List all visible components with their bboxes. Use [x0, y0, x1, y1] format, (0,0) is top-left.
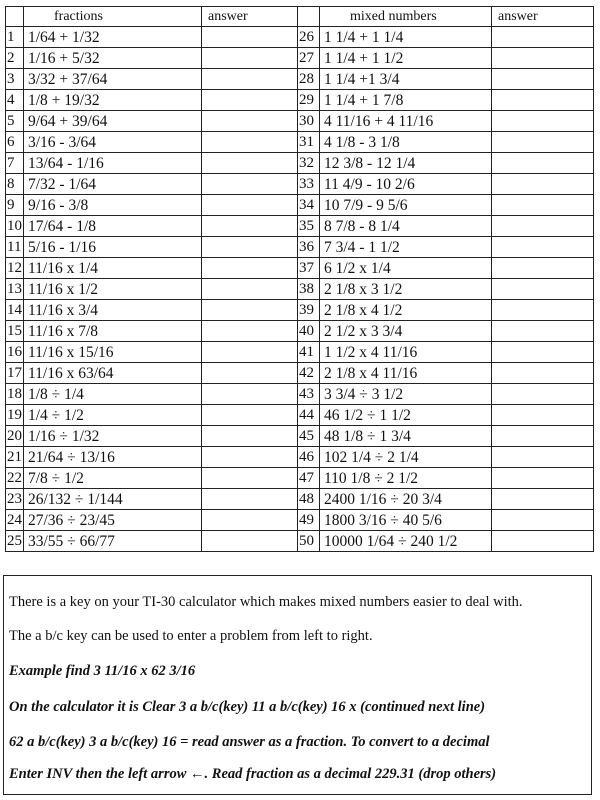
problem-number-left: 8: [6, 174, 24, 195]
header-answer-right: answer: [492, 7, 594, 27]
answer-cell-right[interactable]: [492, 342, 594, 363]
mixed-number-problem: 12 3/8 - 12 1/4: [320, 153, 492, 174]
fraction-problem: 1/16 ÷ 1/32: [24, 426, 202, 447]
table-row: [6, 237, 594, 258]
problem-number-left: 2: [6, 48, 24, 69]
fraction-problem: 11/16 x 1/4: [24, 258, 202, 279]
fraction-problem: 11/16 x 7/8: [24, 321, 202, 342]
table-row: [6, 27, 594, 48]
mixed-number-problem: 1 1/4 + 1 1/2: [320, 48, 492, 69]
header-answer-left: answer: [202, 7, 298, 27]
answer-cell-left[interactable]: [202, 195, 298, 216]
mixed-number-problem: 7 3/4 - 1 1/2: [320, 237, 492, 258]
problem-number-right: 26: [298, 27, 320, 48]
answer-cell-right[interactable]: [492, 132, 594, 153]
mixed-number-problem: 1 1/4 +1 3/4: [320, 69, 492, 90]
problem-number-left: 14: [6, 300, 24, 321]
worksheet-table: [5, 6, 594, 552]
answer-cell-right[interactable]: [492, 90, 594, 111]
problem-number-right: 42: [298, 363, 320, 384]
answer-cell-right[interactable]: [492, 384, 594, 405]
problem-number-left: 11: [6, 237, 24, 258]
answer-cell-left[interactable]: [202, 111, 298, 132]
table-row: [6, 195, 594, 216]
fraction-problem: 7/8 ÷ 1/2: [24, 468, 202, 489]
answer-cell-right[interactable]: [492, 468, 594, 489]
problem-number-right: 36: [298, 237, 320, 258]
mixed-number-problem: 2400 1/16 ÷ 20 3/4: [320, 489, 492, 510]
problem-number-left: 18: [6, 384, 24, 405]
fraction-problem: 11/16 x 3/4: [24, 300, 202, 321]
problem-number-right: 34: [298, 195, 320, 216]
fraction-problem: 7/32 - 1/64: [24, 174, 202, 195]
answer-cell-left[interactable]: [202, 216, 298, 237]
table-row: [6, 153, 594, 174]
fraction-problem: 13/64 - 1/16: [24, 153, 202, 174]
problem-number-left: 6: [6, 132, 24, 153]
answer-cell-left[interactable]: [202, 237, 298, 258]
table-row: [6, 342, 594, 363]
answer-cell-left[interactable]: [202, 531, 298, 552]
mixed-number-problem: 2 1/2 x 3 3/4: [320, 321, 492, 342]
answer-cell-left[interactable]: [202, 468, 298, 489]
answer-cell-right[interactable]: [492, 237, 594, 258]
mixed-number-problem: 1 1/4 + 1 7/8: [320, 90, 492, 111]
problem-number-left: 25: [6, 531, 24, 552]
note-line-5: 62 a b/c(key) 3 a b/c(key) 16 = read answer as a fraction. To convert to a decimal: [9, 734, 490, 750]
problem-number-right: 29: [298, 90, 320, 111]
fraction-problem: 1/8 ÷ 1/4: [24, 384, 202, 405]
table-row: [6, 258, 594, 279]
problem-number-left: 16: [6, 342, 24, 363]
problem-number-right: 38: [298, 279, 320, 300]
table-row: [6, 300, 594, 321]
answer-cell-left[interactable]: [202, 153, 298, 174]
problem-number-right: 32: [298, 153, 320, 174]
problem-number-right: 30: [298, 111, 320, 132]
problem-number-left: 7: [6, 153, 24, 174]
mixed-number-problem: 1800 3/16 ÷ 40 5/6: [320, 510, 492, 531]
problem-number-right: 39: [298, 300, 320, 321]
answer-cell-right[interactable]: [492, 363, 594, 384]
table-row: [6, 363, 594, 384]
header-number-right: [298, 7, 320, 27]
answer-cell-right[interactable]: [492, 321, 594, 342]
table-row: [6, 405, 594, 426]
answer-cell-left[interactable]: [202, 342, 298, 363]
answer-cell-left[interactable]: [202, 258, 298, 279]
problem-number-left: 21: [6, 447, 24, 468]
table-row: [6, 426, 594, 447]
problem-number-right: 44: [298, 405, 320, 426]
table-row: [6, 69, 594, 90]
table-row: [6, 531, 594, 552]
answer-cell-right[interactable]: [492, 489, 594, 510]
answer-cell-left[interactable]: [202, 447, 298, 468]
table-header-row: [6, 7, 594, 27]
problem-number-left: 12: [6, 258, 24, 279]
answer-cell-left[interactable]: [202, 384, 298, 405]
header-mixed-numbers: mixed numbers: [320, 7, 492, 27]
answer-cell-right[interactable]: [492, 447, 594, 468]
answer-cell-right[interactable]: [492, 426, 594, 447]
table-row: [6, 90, 594, 111]
fraction-problem: 9/16 - 3/8: [24, 195, 202, 216]
problem-number-right: 40: [298, 321, 320, 342]
problem-number-left: 19: [6, 405, 24, 426]
problem-number-left: 4: [6, 90, 24, 111]
problem-number-left: 24: [6, 510, 24, 531]
answer-cell-right[interactable]: [492, 405, 594, 426]
note-line-4: On the calculator it is Clear 3 a b/c(key) 11 a b/c(key) 16 x (continued next line): [9, 699, 486, 715]
fraction-problem: 17/64 - 1/8: [24, 216, 202, 237]
fraction-problem: 27/36 ÷ 23/45: [24, 510, 202, 531]
mixed-number-problem: 11 4/9 - 10 2/6: [320, 174, 492, 195]
table-row: [6, 468, 594, 489]
problem-number-left: 13: [6, 279, 24, 300]
problem-number-right: 41: [298, 342, 320, 363]
table-row: [6, 216, 594, 237]
problem-number-left: 17: [6, 363, 24, 384]
problem-number-right: 27: [298, 48, 320, 69]
header-number-left: [6, 7, 24, 27]
fraction-problem: 21/64 ÷ 13/16: [24, 447, 202, 468]
answer-cell-left[interactable]: [202, 48, 298, 69]
note-line-6: Enter INV then the left arrow ←. Read fraction as a decimal 229.31 (drop others): [9, 766, 497, 782]
answer-cell-right[interactable]: [492, 111, 594, 132]
answer-cell-left[interactable]: [202, 27, 298, 48]
problem-number-left: 15: [6, 321, 24, 342]
problem-number-right: 28: [298, 69, 320, 90]
problem-number-right: 45: [298, 426, 320, 447]
answer-cell-left[interactable]: [202, 279, 298, 300]
mixed-number-problem: 2 1/8 x 3 1/2: [320, 279, 492, 300]
note-line-2: The a b/c key can be used to enter a problem from left to right.: [9, 628, 373, 644]
answer-cell-right[interactable]: [492, 279, 594, 300]
table-row: [6, 384, 594, 405]
problem-number-left: 5: [6, 111, 24, 132]
fraction-problem: 1/64 + 1/32: [24, 27, 202, 48]
fraction-problem: 1/8 + 19/32: [24, 90, 202, 111]
problem-number-right: 31: [298, 132, 320, 153]
answer-cell-right[interactable]: [492, 195, 594, 216]
problem-number-right: 33: [298, 174, 320, 195]
answer-cell-left[interactable]: [202, 69, 298, 90]
note-line-1: There is a key on your TI-30 calculator which makes mixed numbers easier to deal with.: [9, 594, 523, 610]
mixed-number-problem: 10000 1/64 ÷ 240 1/2: [320, 531, 492, 552]
problem-number-left: 1: [6, 27, 24, 48]
answer-cell-left[interactable]: [202, 321, 298, 342]
problem-number-right: 49: [298, 510, 320, 531]
mixed-number-problem: 2 1/8 x 4 1/2: [320, 300, 492, 321]
mixed-number-problem: 3 3/4 ÷ 3 1/2: [320, 384, 492, 405]
problem-number-right: 47: [298, 468, 320, 489]
answer-cell-left[interactable]: [202, 405, 298, 426]
answer-cell-right[interactable]: [492, 531, 594, 552]
problem-number-left: 20: [6, 426, 24, 447]
answer-cell-left[interactable]: [202, 90, 298, 111]
problem-number-right: 35: [298, 216, 320, 237]
calculator-note-box: [3, 575, 592, 795]
table-row: [6, 132, 594, 153]
answer-cell-right[interactable]: [492, 174, 594, 195]
answer-cell-left[interactable]: [202, 363, 298, 384]
table-row: [6, 279, 594, 300]
fraction-problem: 26/132 ÷ 1/144: [24, 489, 202, 510]
problem-number-right: 50: [298, 531, 320, 552]
fraction-problem: 1/16 + 5/32: [24, 48, 202, 69]
answer-cell-right[interactable]: [492, 510, 594, 531]
mixed-number-problem: 46 1/2 ÷ 1 1/2: [320, 405, 492, 426]
answer-cell-right[interactable]: [492, 216, 594, 237]
mixed-number-problem: 2 1/8 x 4 11/16: [320, 363, 492, 384]
answer-cell-right[interactable]: [492, 153, 594, 174]
table-row: [6, 447, 594, 468]
problem-number-left: 3: [6, 69, 24, 90]
fraction-problem: 11/16 x 15/16: [24, 342, 202, 363]
table-row: [6, 321, 594, 342]
answer-cell-left[interactable]: [202, 489, 298, 510]
answer-cell-right[interactable]: [492, 48, 594, 69]
fraction-problem: 1/4 ÷ 1/2: [24, 405, 202, 426]
answer-cell-left[interactable]: [202, 300, 298, 321]
table-row: [6, 489, 594, 510]
fraction-problem: 5/16 - 1/16: [24, 237, 202, 258]
mixed-number-problem: 6 1/2 x 1/4: [320, 258, 492, 279]
mixed-number-problem: 1 1/4 + 1 1/4: [320, 27, 492, 48]
problem-number-left: 22: [6, 468, 24, 489]
table-row: [6, 111, 594, 132]
table-row: [6, 174, 594, 195]
problem-number-left: 10: [6, 216, 24, 237]
answer-cell-right[interactable]: [492, 300, 594, 321]
problem-number-right: 46: [298, 447, 320, 468]
problem-number-right: 48: [298, 489, 320, 510]
fraction-problem: 11/16 x 63/64: [24, 363, 202, 384]
mixed-number-problem: 1 1/2 x 4 11/16: [320, 342, 492, 363]
fraction-problem: 11/16 x 1/2: [24, 279, 202, 300]
problem-number-right: 37: [298, 258, 320, 279]
mixed-number-problem: 110 1/8 ÷ 2 1/2: [320, 468, 492, 489]
problem-number-left: 9: [6, 195, 24, 216]
fraction-problem: 3/16 - 3/64: [24, 132, 202, 153]
table-row: [6, 510, 594, 531]
mixed-number-problem: 102 1/4 ÷ 2 1/4: [320, 447, 492, 468]
answer-cell-left[interactable]: [202, 510, 298, 531]
problem-number-left: 23: [6, 489, 24, 510]
mixed-number-problem: 8 7/8 - 8 1/4: [320, 216, 492, 237]
fraction-problem: 3/32 + 37/64: [24, 69, 202, 90]
mixed-number-problem: 48 1/8 ÷ 1 3/4: [320, 426, 492, 447]
problem-number-right: 43: [298, 384, 320, 405]
answer-cell-left[interactable]: [202, 174, 298, 195]
fraction-problem: 9/64 + 39/64: [24, 111, 202, 132]
answer-cell-left[interactable]: [202, 132, 298, 153]
note-line-example: Example find 3 11/16 x 62 3/16: [9, 663, 196, 679]
table-row: [6, 48, 594, 69]
mixed-number-problem: 4 11/16 + 4 11/16: [320, 111, 492, 132]
header-fractions: fractions: [24, 7, 202, 27]
answer-cell-right[interactable]: [492, 27, 594, 48]
answer-cell-left[interactable]: [202, 426, 298, 447]
mixed-number-problem: 10 7/9 - 9 5/6: [320, 195, 492, 216]
mixed-number-problem: 4 1/8 - 3 1/8: [320, 132, 492, 153]
answer-cell-right[interactable]: [492, 69, 594, 90]
fraction-problem: 33/55 ÷ 66/77: [24, 531, 202, 552]
answer-cell-right[interactable]: [492, 258, 594, 279]
